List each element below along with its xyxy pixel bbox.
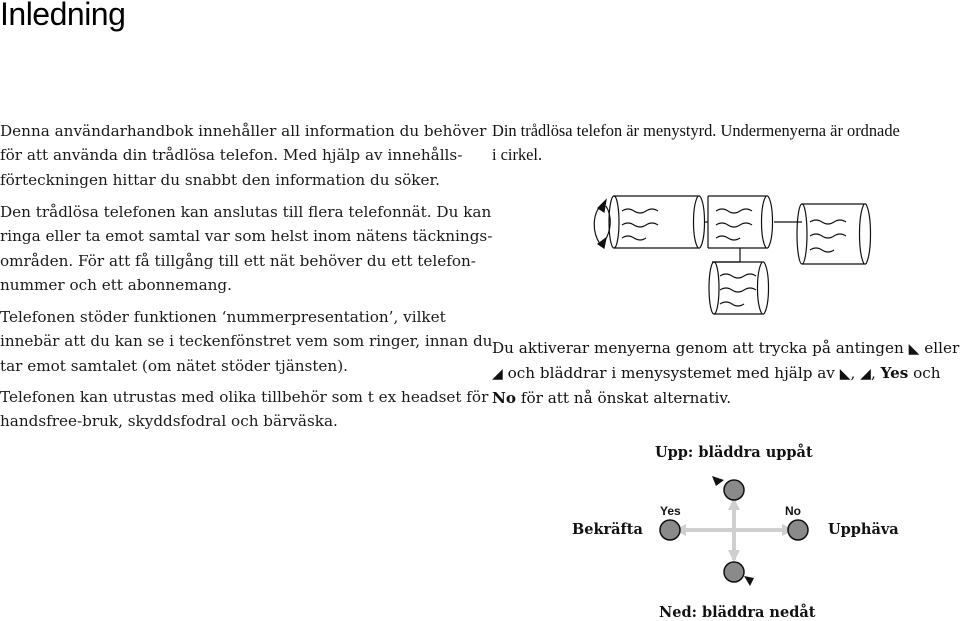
down-arrow-icon: ◣ [839, 366, 851, 382]
submenu-scroll [708, 196, 773, 248]
direction-guide [674, 498, 794, 562]
cycle-arrows-icon [594, 200, 610, 248]
text-line: i cirkel. [492, 145, 543, 164]
text-line: Denna användarhandbok innehåller all information du behöver [0, 122, 487, 140]
text-line: nummer och ett abonnemang. [0, 275, 232, 294]
confirm-label: Bekräfta [572, 521, 643, 538]
up-arrow-icon [712, 476, 724, 486]
page-title: Inledning [0, 0, 126, 32]
accessories-paragraph [0, 385, 489, 434]
up-label: Upp: bläddra uppåt [655, 444, 813, 461]
up-arrow-icon: ◢ [860, 366, 871, 382]
text-line: handsfree-bruk, skyddsfodral och bärväska. [0, 412, 338, 431]
text-line: ◢ och bläddrar i menysystemet med hjälp av ◣, ◢, Yes och [492, 364, 941, 382]
submenu-scroll [797, 204, 871, 264]
no-key-label: No [492, 389, 517, 407]
down-arrow-icon [744, 576, 754, 586]
down-key-button[interactable] [724, 562, 754, 586]
down-arrow-icon: ◣ [908, 341, 920, 357]
yes-key-label: Yes [660, 504, 681, 518]
text-line: Din trådlösa telefon är menystyrd. Undermenyerna är ordnade [492, 121, 900, 140]
up-arrow-icon: ◢ [492, 366, 503, 382]
text-line: ringa eller ta emot samtal var som helst inom nätens täcknings- [0, 227, 493, 246]
text-line: Telefonen kan utrustas med olika tillbehör som t ex headset för [0, 388, 489, 406]
networks-paragraph [0, 200, 493, 297]
text-line: Den trådlösa telefonen kan anslutas till flera telefonnät. Du kan [0, 203, 492, 221]
no-key-label: No [785, 504, 801, 518]
text-line: Du aktiverar menyerna genom att trycka på antingen ◣ eller [492, 339, 960, 357]
caller-id-paragraph [0, 305, 493, 378]
up-key-button[interactable] [712, 476, 744, 500]
navigation-keys-diagram [640, 470, 830, 590]
text-line: för att använda din trådlösa telefon. Med hjälp av innehålls- [0, 146, 463, 165]
text-line: Telefonen stöder funktionen ‘nummerpresentation’, vilket [0, 308, 446, 326]
intro-paragraph [0, 119, 487, 192]
down-label: Ned: bläddra nedåt [659, 604, 816, 621]
text-line: områden. För att få tillgång till ett nät behöver du ett telefon- [0, 251, 476, 270]
menu-structure-diagram [590, 192, 890, 317]
yes-key-label: Yes [880, 364, 909, 382]
no-key-button[interactable] [788, 520, 808, 540]
submenu-scroll [709, 262, 769, 314]
menu-intro-paragraph [492, 119, 958, 167]
navigation-paragraph [492, 336, 958, 410]
text-line: förteckningen hittar du snabbt den information du söker. [0, 170, 440, 189]
text-line: tar emot samtalet (om nätet stöder tjänsten). [0, 356, 348, 375]
text-line: innebär att du kan se i teckenfönstret vem som ringer, innan du [0, 332, 493, 351]
yes-key-button[interactable] [660, 520, 680, 540]
text-line: No för att nå önskat alternativ. [492, 389, 732, 407]
cancel-label: Upphäva [828, 521, 899, 538]
submenu-scroll [609, 196, 705, 248]
